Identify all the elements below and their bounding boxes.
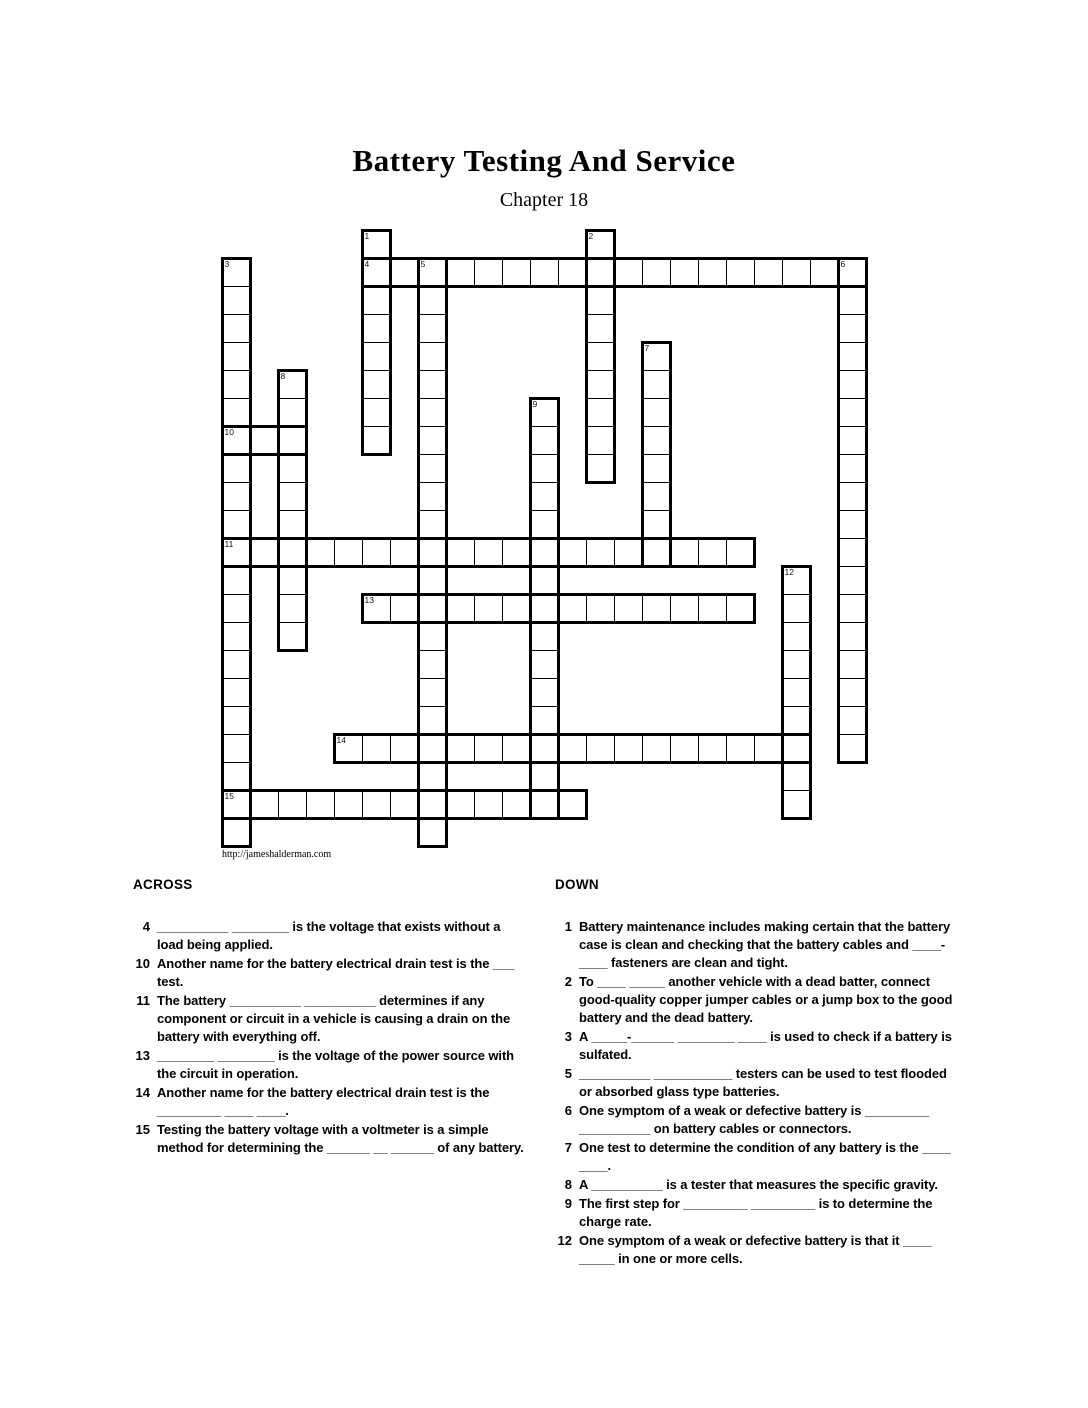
grid-cell — [418, 286, 447, 315]
cell-number: 15 — [224, 791, 234, 801]
grid-cell — [586, 398, 615, 427]
grid-cell — [838, 678, 867, 707]
grid-cell — [530, 678, 559, 707]
grid-cell — [278, 426, 307, 455]
across-clue-10 — [133, 955, 525, 991]
grid-cell — [222, 398, 251, 427]
grid-cell — [446, 538, 475, 567]
grid-cell — [530, 566, 559, 595]
grid-cell — [586, 286, 615, 315]
across-clue-15 — [133, 1121, 525, 1157]
clue-number: 5 — [564, 1066, 572, 1081]
grid-cell — [222, 566, 251, 595]
grid-cell — [362, 286, 391, 315]
grid-cell — [810, 258, 839, 287]
grid-cell — [334, 538, 363, 567]
grid-cell — [782, 258, 811, 287]
grid-cell — [418, 734, 447, 763]
clue-number: 14 — [135, 1085, 150, 1100]
cell-number: 14 — [336, 735, 346, 745]
grid-cell — [558, 790, 587, 819]
grid-cell — [250, 790, 279, 819]
grid-cell — [782, 706, 811, 735]
page-title: Battery Testing And Service — [352, 143, 736, 178]
grid-cell — [670, 594, 699, 623]
grid-cell — [530, 454, 559, 483]
across-clue-11 — [133, 992, 525, 1046]
clue-number: 3 — [564, 1029, 572, 1044]
grid-cell — [782, 650, 811, 679]
grid-cell — [838, 370, 867, 399]
grid-cell — [586, 314, 615, 343]
grid-cell — [390, 538, 419, 567]
grid-cell — [222, 454, 251, 483]
grid-cell — [502, 258, 531, 287]
clue-number: 1 — [564, 919, 572, 934]
cell-number: 9 — [532, 399, 538, 409]
grid-cell — [334, 790, 363, 819]
across-header: ACROSS — [133, 877, 193, 892]
clue-text: __________ ________ is the voltage that exists without a load being applied. — [157, 919, 501, 952]
down-clue-2 — [555, 973, 955, 1027]
grid-cell — [278, 538, 307, 567]
down-clue-1 — [555, 918, 955, 972]
grid-cell — [838, 342, 867, 371]
grid-cell — [558, 594, 587, 623]
grid-cell — [782, 594, 811, 623]
grid-cell — [838, 454, 867, 483]
grid-cell — [586, 342, 615, 371]
across-clue-13 — [133, 1047, 525, 1083]
clue-text: The battery __________ __________ determines if any component or circuit in a vehicle is causing a drain on the battery with everything off. — [157, 993, 511, 1044]
down-clue-list — [555, 918, 955, 1268]
grid-cell — [782, 678, 811, 707]
clue-text: A _____-______ ________ ____ is used to check if a battery is sulfated. — [579, 1029, 952, 1062]
clue-text: A __________ is a tester that measures the specific gravity. — [579, 1177, 938, 1192]
grid-cell — [418, 566, 447, 595]
grid-cell — [530, 594, 559, 623]
grid-cell — [642, 370, 671, 399]
clue-number: 11 — [136, 993, 150, 1008]
grid-cell — [614, 594, 643, 623]
grid-cell — [446, 258, 475, 287]
grid-cell — [642, 510, 671, 539]
grid-cell — [278, 510, 307, 539]
grid-cell — [726, 734, 755, 763]
grid-cell — [782, 622, 811, 651]
grid-cell — [838, 566, 867, 595]
grid-cell — [530, 538, 559, 567]
grid-cell — [418, 426, 447, 455]
grid-cell — [838, 594, 867, 623]
grid-cell — [502, 594, 531, 623]
source-url: http://jameshalderman.com — [222, 849, 332, 860]
grid-cell — [278, 482, 307, 511]
grid-cell — [698, 538, 727, 567]
down-clue-9 — [555, 1195, 955, 1231]
grid-cell — [530, 482, 559, 511]
grid-cell — [838, 286, 867, 315]
grid-cell — [838, 538, 867, 567]
crossword-grid — [222, 230, 870, 850]
grid-cell — [418, 790, 447, 819]
down-header: DOWN — [555, 877, 599, 892]
grid-cell — [838, 482, 867, 511]
grid-cell — [530, 790, 559, 819]
grid-cell — [362, 734, 391, 763]
down-clues-section — [555, 877, 955, 1269]
grid-cell — [418, 454, 447, 483]
cell-number: 4 — [364, 259, 370, 269]
grid-cell — [642, 538, 671, 567]
grid-cell — [474, 258, 503, 287]
grid-cell — [390, 734, 419, 763]
grid-cell — [586, 594, 615, 623]
grid-cell — [838, 398, 867, 427]
grid-cell — [446, 734, 475, 763]
grid-cell — [362, 314, 391, 343]
across-clue-4 — [133, 918, 525, 954]
down-clue-5 — [555, 1065, 955, 1101]
cell-number: 11 — [224, 539, 234, 549]
grid-cell — [642, 426, 671, 455]
grid-cell — [530, 258, 559, 287]
grid-cell — [698, 734, 727, 763]
grid-cell — [418, 482, 447, 511]
grid-cell — [502, 734, 531, 763]
across-clues-section — [133, 877, 525, 1158]
grid-cell — [530, 734, 559, 763]
grid-cell — [586, 454, 615, 483]
clue-number: 12 — [557, 1233, 572, 1248]
grid-cell — [222, 650, 251, 679]
cell-number: 2 — [588, 231, 594, 241]
grid-cell — [474, 538, 503, 567]
grid-cell — [222, 734, 251, 763]
cell-number: 8 — [280, 371, 286, 381]
grid-cell — [614, 258, 643, 287]
clue-text: One test to determine the condition of any battery is the ____ ____. — [579, 1140, 951, 1173]
down-clue-6 — [555, 1102, 955, 1138]
grid-cell — [278, 566, 307, 595]
grid-cell — [222, 370, 251, 399]
grid-cell — [222, 706, 251, 735]
grid-cell — [418, 342, 447, 371]
grid-cell — [362, 398, 391, 427]
grid-cell — [222, 510, 251, 539]
clue-text: ________ ________ is the voltage of the power source with the circuit in operation. — [157, 1048, 515, 1081]
grid-cell — [278, 622, 307, 651]
clue-text: To ____ _____ another vehicle with a dead batter, connect good-quality copper jumper cables or a jump box to the good battery and the dead battery. — [579, 974, 953, 1025]
grid-cell — [362, 426, 391, 455]
grid-cell — [838, 706, 867, 735]
cell-number: 6 — [840, 259, 846, 269]
grid-cell — [530, 510, 559, 539]
grid-cell — [586, 258, 615, 287]
grid-cell — [278, 454, 307, 483]
grid-cell — [362, 370, 391, 399]
grid-cell — [306, 790, 335, 819]
grid-cell — [530, 706, 559, 735]
grid-cell — [474, 734, 503, 763]
cell-number: 1 — [364, 231, 370, 241]
grid-cell — [418, 678, 447, 707]
page-subtitle: Chapter 18 — [499, 189, 589, 211]
clue-text: The first step for _________ _________ is to determine the charge rate. — [579, 1196, 933, 1229]
grid-cell — [222, 818, 251, 847]
grid-cell — [446, 790, 475, 819]
clue-text: __________ ___________ testers can be used to test flooded or absorbed glass type batteries. — [579, 1066, 947, 1099]
down-clue-12 — [555, 1232, 955, 1268]
grid-cell — [782, 762, 811, 791]
grid-cell — [614, 734, 643, 763]
down-clue-7 — [555, 1139, 955, 1175]
grid-cell — [418, 538, 447, 567]
grid-cell — [390, 258, 419, 287]
grid-cell — [838, 734, 867, 763]
grid-cell — [614, 538, 643, 567]
grid-cell — [418, 818, 447, 847]
grid-cell — [222, 678, 251, 707]
grid-cell — [446, 594, 475, 623]
clue-number: 9 — [564, 1196, 572, 1211]
across-clue-14 — [133, 1084, 525, 1120]
clue-text: Battery maintenance includes making certain that the battery case is clean and checking that the battery cables and ____-____ fasteners are clean and tight. — [579, 919, 951, 970]
grid-cell — [390, 594, 419, 623]
grid-cell — [250, 538, 279, 567]
grid-cell — [222, 622, 251, 651]
grid-cell — [530, 622, 559, 651]
grid-cell — [306, 538, 335, 567]
grid-cell — [222, 482, 251, 511]
grid-cell — [530, 426, 559, 455]
grid-cell — [838, 314, 867, 343]
grid-cell — [642, 734, 671, 763]
grid-cell — [726, 594, 755, 623]
grid-cell — [362, 790, 391, 819]
grid-cell — [754, 258, 783, 287]
grid-cell — [586, 734, 615, 763]
clue-number: 8 — [564, 1177, 572, 1192]
grid-cell — [586, 426, 615, 455]
grid-cell — [418, 594, 447, 623]
grid-cell — [782, 790, 811, 819]
cell-number: 10 — [224, 427, 234, 437]
grid-cell — [418, 510, 447, 539]
grid-cell — [418, 762, 447, 791]
cell-number: 7 — [644, 343, 650, 353]
grid-cell — [222, 594, 251, 623]
clue-number: 7 — [564, 1140, 572, 1155]
grid-cell — [222, 762, 251, 791]
grid-cell — [418, 622, 447, 651]
grid-cell — [726, 258, 755, 287]
clue-number: 13 — [135, 1048, 150, 1063]
grid-cell — [558, 258, 587, 287]
clue-number: 15 — [135, 1122, 150, 1137]
grid-cell — [698, 594, 727, 623]
grid-cell — [670, 538, 699, 567]
grid-cell — [670, 258, 699, 287]
grid-cell — [558, 538, 587, 567]
grid-cell — [502, 790, 531, 819]
grid-cell — [278, 594, 307, 623]
grid-cell — [642, 398, 671, 427]
grid-cell — [250, 426, 279, 455]
clue-number: 4 — [142, 919, 150, 934]
grid-cell — [670, 734, 699, 763]
grid-cell — [418, 650, 447, 679]
grid-cell — [642, 594, 671, 623]
grid-cell — [642, 258, 671, 287]
grid-cell — [390, 790, 419, 819]
down-clue-3 — [555, 1028, 955, 1064]
grid-cell — [278, 790, 307, 819]
cell-number: 12 — [784, 567, 794, 577]
grid-cell — [586, 538, 615, 567]
grid-cell — [642, 454, 671, 483]
clue-text: Testing the battery voltage with a voltmeter is a simple method for determining the ______ __ ______ of any battery. — [157, 1122, 524, 1155]
grid-cell — [418, 370, 447, 399]
grid-cell — [418, 314, 447, 343]
grid-cell — [642, 482, 671, 511]
clue-text: Another name for the battery electrical drain test is the ___ test. — [157, 956, 515, 989]
clue-text: One symptom of a weak or defective battery is _________ __________ on battery cables or connectors. — [579, 1103, 930, 1136]
grid-cell — [222, 286, 251, 315]
grid-cell — [586, 370, 615, 399]
grid-cell — [418, 398, 447, 427]
grid-cell — [838, 622, 867, 651]
grid-cell — [838, 510, 867, 539]
grid-cell — [222, 342, 251, 371]
grid-cell — [558, 734, 587, 763]
grid-cell — [530, 650, 559, 679]
clue-text: Another name for the battery electrical drain test is the _________ ____ ____. — [157, 1085, 490, 1118]
grid-cell — [754, 734, 783, 763]
across-clue-list — [133, 918, 525, 1157]
grid-cell — [474, 594, 503, 623]
clue-text: One symptom of a weak or defective battery is that it ____ _____ in one or more cells. — [579, 1233, 932, 1266]
clue-number: 2 — [564, 974, 572, 989]
clue-number: 10 — [135, 956, 150, 971]
grid-cell — [362, 538, 391, 567]
grid-cell — [418, 706, 447, 735]
grid-cell — [222, 314, 251, 343]
grid-cell — [502, 538, 531, 567]
grid-cell — [278, 398, 307, 427]
grid-cell — [838, 650, 867, 679]
cell-number: 3 — [224, 259, 230, 269]
grid-cell — [698, 258, 727, 287]
grid-cell — [474, 790, 503, 819]
grid-cell — [726, 538, 755, 567]
grid-cell — [530, 762, 559, 791]
grid-cell — [362, 342, 391, 371]
grid-cell — [838, 426, 867, 455]
cell-number: 5 — [420, 259, 426, 269]
cell-number: 13 — [364, 595, 374, 605]
down-clue-8 — [555, 1176, 955, 1194]
grid-cell — [782, 734, 811, 763]
clue-number: 6 — [564, 1103, 572, 1118]
